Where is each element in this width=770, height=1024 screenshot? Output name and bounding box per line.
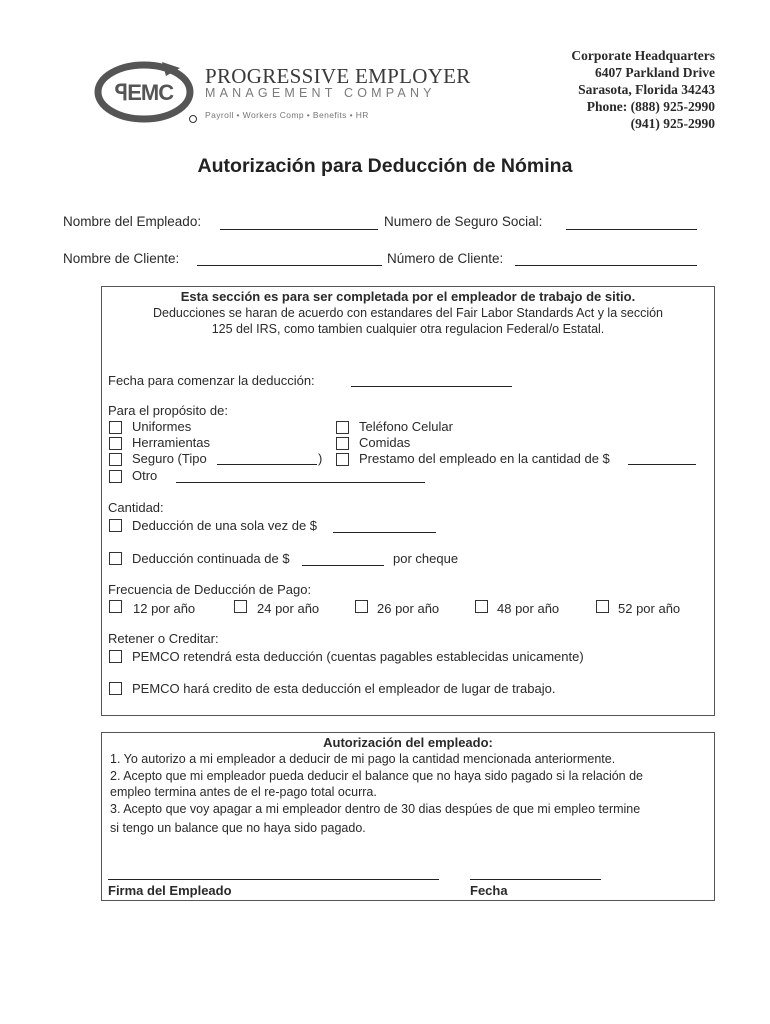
ssn-label: Numero de Seguro Social:: [384, 214, 543, 229]
pemco-credit-checkbox[interactable]: [109, 682, 122, 695]
employee-name-label: Nombre del Empleado:: [63, 214, 202, 229]
loan-amount-field[interactable]: [628, 464, 696, 465]
employee-loan-label: Prestamo del empleado en la cantidad de $: [359, 451, 610, 466]
single-deduction-label: Deducción de una sola vez de $: [132, 518, 318, 533]
tools-label: Herramientas: [132, 435, 211, 450]
uniforms-checkbox[interactable]: [109, 421, 122, 434]
date-label: Fecha: [470, 883, 508, 898]
headquarters-address: [571, 47, 715, 132]
hq-line: Corporate Headquarters: [571, 48, 715, 63]
continued-deduction-amount-field[interactable]: [302, 565, 384, 566]
authorization-line: 1. Yo autorizo a mi empleador a deducir de mi pago la cantidad mencionada anteriormente.: [110, 752, 616, 766]
freq-12-checkbox[interactable]: [109, 600, 122, 613]
frequency-heading: Frecuencia de Deducción de Pago:: [108, 582, 312, 597]
date-field[interactable]: [470, 879, 601, 880]
company-logo: [92, 56, 204, 126]
freq-12-label: 12 por año: [133, 601, 196, 616]
other-field[interactable]: [176, 482, 425, 483]
insurance-type-field[interactable]: [217, 464, 317, 465]
freq-26-label: 26 por año: [377, 601, 440, 616]
start-date-field[interactable]: [351, 386, 512, 387]
per-check-label: por cheque: [393, 551, 459, 566]
start-date-label: Fecha para comenzar la deducción:: [108, 373, 315, 388]
uniforms-label: Uniformes: [132, 419, 192, 434]
hq-line: 6407 Parkland Drive: [595, 65, 715, 80]
pemco-retain-checkbox[interactable]: [109, 650, 122, 663]
svg-text:ꟼEMC: ꟼEMC: [114, 80, 174, 105]
freq-26-checkbox[interactable]: [355, 600, 368, 613]
employer-section-heading: Esta sección es para ser completada por el empleador de trabajo de sitio.: [180, 289, 636, 304]
ssn-field[interactable]: [566, 229, 697, 230]
cell-phone-label: Teléfono Celular: [359, 419, 453, 434]
employer-section-intro: Deducciones se haran de acuerdo con estandares del Fair Labor Standards Act y la sección: [152, 306, 664, 320]
client-number-field[interactable]: [515, 265, 697, 266]
employee-loan-checkbox[interactable]: [336, 453, 349, 466]
signature-label: Firma del Empleado: [108, 883, 232, 898]
freq-48-label: 48 por año: [497, 601, 560, 616]
purpose-heading: Para el propósito de:: [108, 403, 228, 418]
freq-52-label: 52 por año: [618, 601, 681, 616]
single-deduction-checkbox[interactable]: [109, 519, 122, 532]
continued-deduction-label: Deducción continuada de $: [132, 551, 290, 566]
insurance-close-paren: ): [318, 451, 323, 466]
employer-section-intro: 125 del IRS, como tambien cualquier otra regulacion Federal/o Estatal.: [211, 322, 605, 336]
signature-field[interactable]: [108, 879, 439, 880]
authorization-line: 3. Acepto que voy apagar a mi empleador dentro de 30 dias despúes de que mi empleo termine: [110, 802, 641, 816]
authorization-line: 2. Acepto que mi empleador pueda deducir el balance que no haya sido pagado si la relación de: [110, 769, 644, 783]
client-name-label: Nombre de Cliente:: [63, 251, 180, 266]
hq-line: (941) 925-2990: [630, 116, 715, 131]
pemco-credit-label: PEMCO hará credito de esta deducción el empleador de lugar de trabajo.: [132, 681, 556, 696]
other-label: Otro: [132, 468, 158, 483]
amount-heading: Cantidad:: [108, 500, 164, 515]
retain-heading: Retener o Creditar:: [108, 631, 219, 646]
company-tagline: Payroll • Workers Comp • Benefits • HR: [205, 110, 369, 120]
page-title: Autorización para Deducción de Nómina: [197, 155, 573, 177]
continued-deduction-checkbox[interactable]: [109, 552, 122, 565]
company-name: PROGRESSIVE EMPLOYER: [205, 64, 471, 88]
tools-checkbox[interactable]: [109, 437, 122, 450]
insurance-label: Seguro (Tipo: [132, 451, 207, 466]
client-name-field[interactable]: [197, 265, 382, 266]
hq-line: Sarasota, Florida 34243: [578, 82, 715, 97]
employee-name-field[interactable]: [220, 229, 378, 230]
pemco-retain-label: PEMCO retendrá esta deducción (cuentas pagables establecidas unicamente): [132, 649, 584, 664]
freq-48-checkbox[interactable]: [475, 600, 488, 613]
insurance-checkbox[interactable]: [109, 453, 122, 466]
hq-line: Phone: (888) 925-2990: [586, 99, 715, 114]
cell-phone-checkbox[interactable]: [336, 421, 349, 434]
authorization-heading: Autorización del empleado:: [323, 735, 493, 750]
meals-checkbox[interactable]: [336, 437, 349, 450]
other-checkbox[interactable]: [109, 470, 122, 483]
freq-24-checkbox[interactable]: [234, 600, 247, 613]
client-number-label: Número de Cliente:: [387, 251, 504, 266]
meals-label: Comidas: [359, 435, 411, 450]
company-subtitle: MANAGEMENT COMPANY: [205, 86, 436, 100]
authorization-line: empleo termina antes de el re-pago total ocurra.: [110, 785, 377, 799]
freq-24-label: 24 por año: [257, 601, 320, 616]
authorization-line: si tengo un balance que no haya sido pagado.: [110, 821, 366, 835]
single-deduction-amount-field[interactable]: [333, 532, 436, 533]
freq-52-checkbox[interactable]: [596, 600, 609, 613]
